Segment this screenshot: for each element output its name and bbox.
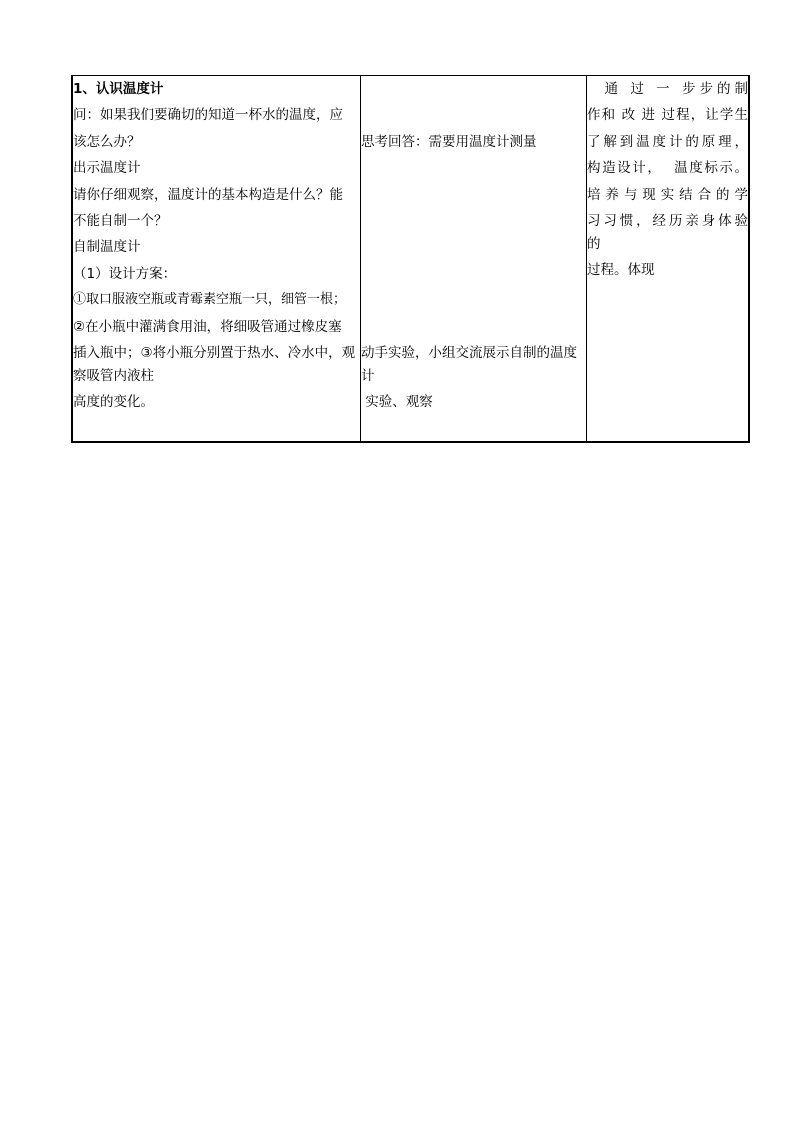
intent-line: 通 过 一 步步的制: [587, 81, 748, 97]
lesson-table: [71, 75, 750, 443]
spacer: [361, 155, 586, 340]
content-line: 察吸管内液柱: [73, 368, 154, 385]
content-line: 请你仔细观察，温度计的基本构造是什么？能: [73, 186, 343, 203]
content-line: 不能自制一个？: [73, 212, 168, 229]
intent-line: 的: [587, 236, 601, 253]
content-line: 插入瓶中；③将小瓶分别置于热水、冷水中，观: [73, 344, 356, 361]
experiment-line: 计: [361, 368, 375, 385]
student-activity-cell: [361, 76, 587, 442]
observe-line: 实验、观察: [361, 394, 433, 411]
intent-line: 了解到温度计的原理，: [587, 133, 748, 150]
intent-line: 习习惯，经历亲身体验: [587, 212, 748, 229]
content-line: 该怎么办？: [73, 133, 141, 150]
lesson-row: [72, 76, 749, 442]
student-answer: 思考回答：需要用温度计测量: [361, 133, 537, 150]
content-line: 自制温度计: [73, 239, 141, 256]
intent-line: 过程。体现: [587, 262, 655, 279]
content-line: （1）设计方案：: [73, 265, 177, 282]
intent-line: 构造设计， 温度标示。: [587, 160, 748, 177]
content-line: ②在小瓶中灌满食用油，将细吸管通过橡皮塞: [73, 318, 342, 335]
content-line: 高度的变化。: [73, 394, 154, 411]
spacer: [361, 76, 586, 129]
content-line: ①取口服液空瓶或青霉素空瓶一只，细管一根；: [73, 292, 347, 308]
section-heading: 1、认识温度计: [73, 81, 164, 97]
content-line: 问：如果我们要确切的知道一杯水的温度，应: [73, 107, 343, 124]
content-line: 出示温度计: [73, 160, 141, 177]
design-intent-cell: [587, 76, 750, 442]
intent-line: 作和 改 进 过程，让学生: [587, 107, 748, 124]
intent-line: 培养与现实结合的学: [587, 186, 748, 203]
experiment-line: 动手实验，小组交流展示自制的温度: [361, 344, 577, 361]
teaching-content-cell: [72, 76, 361, 442]
